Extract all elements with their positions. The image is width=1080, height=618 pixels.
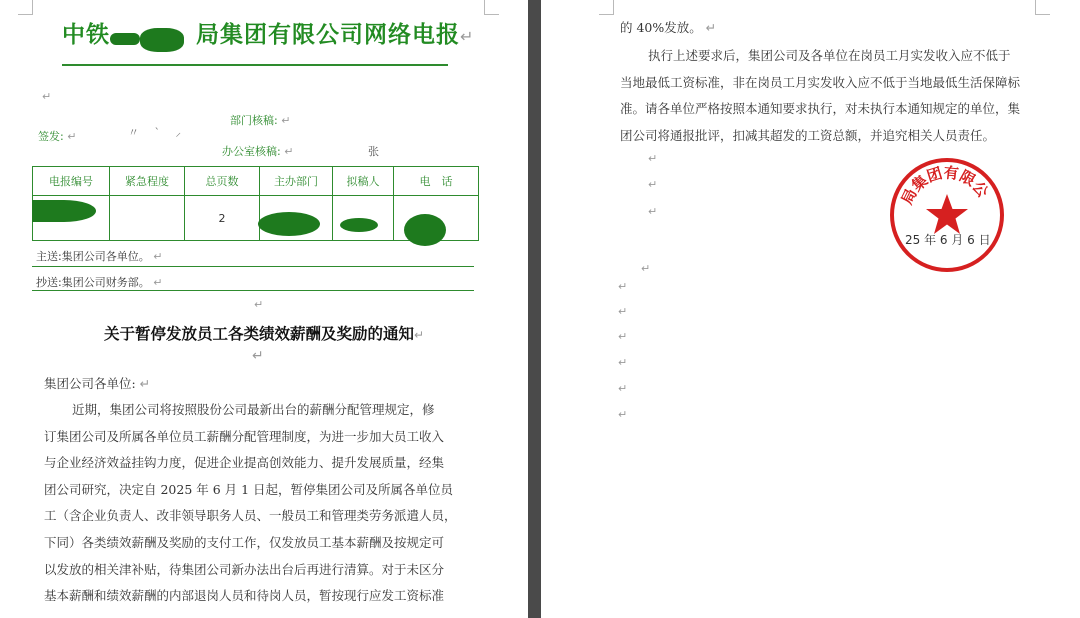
body-line: 执行上述要求后，集团公司及各单位在岗员工月实发收入应不低于 — [648, 48, 1011, 63]
salutation: 集团公司各单位: ↵ — [44, 376, 151, 391]
redaction-blot — [258, 212, 320, 236]
body-line: 近期，集团公司将按照股份公司最新出台的薪酬分配管理规定，修 — [72, 402, 435, 417]
distribution-rule — [32, 266, 474, 267]
table-cell: 2 — [185, 196, 260, 241]
document-page-1: 中铁 局集团有限公司网络电报↵ ↵ 签发: ↵ 〃 ˋ ⸝ 部门核稿: ↵ 办公室核稿: ↵ 张 电报编号 紧急程度 总页数 主办部门 拟稿人 电 话 2 主送:集团公司各单位。 ↵ 抄送:集团公司财务部。 ↵ ↵ 关于暂停发放员工各类绩效薪酬及奖励的通知↵ ↵ 集团公司各单位: ↵ 近期，集团公司将按照股份公司最新出台的薪酬分配管理规定，修 订集团公司及所属各单位员工薪酬分配管理制度，为进一步加大员工收入 与企业经济效益挂钩力度，促进企业提高创效能力、提升发展质量，经集 团公司研究，决定自 2025 年 6 月 1 日起，暂停集团公司及所属各单位员 工（含企业负责人、改非领导职务人员、一般员工和管理类劳务派遣人员， 下同）各类绩效薪酬及奖励的支付工作，仅发放员工基本薪酬及按规定可 以发放的相关津补贴，待集团公司新办法出台后再进行清算。对于未区分 基本薪酬和绩效薪酬的内部退岗人员和待岗人员，暂按现行应发工资标准 — [0, 0, 528, 618]
body-line: 准。请各单位严格按照本通知要求执行，对未执行本通知规定的单位，集 — [620, 101, 1021, 117]
table-header-cell: 电报编号 — [33, 167, 110, 196]
body-line: 当地最低工资标准，非在岗员工月实发收入应不低于当地最低生活保障标 — [620, 74, 1021, 90]
office-review-label: 办公室核稿: ↵ — [222, 145, 294, 158]
signing-date: 25 年 6 月 6 日 — [905, 233, 991, 247]
page-corner-mark — [484, 0, 499, 15]
table-header-cell: 电 话 — [394, 167, 479, 196]
main-send-line: 主送:集团公司各单位。 ↵ — [36, 250, 163, 263]
body-line: 下同）各类绩效薪酬及奖励的支付工作，仅发放员工基本薪酬及按规定可 — [44, 534, 445, 550]
official-seal — [888, 156, 1006, 274]
table-header-cell: 拟稿人 — [333, 167, 394, 196]
seal-star-icon — [926, 194, 968, 234]
body-line: 基本薪酬和绩效薪酬的内部退岗人员和待岗人员，暂按现行应发工资标准 — [44, 588, 445, 604]
page-corner-mark — [599, 0, 614, 15]
body-paragraph-2 — [620, 43, 1038, 149]
document-title: 关于暂停发放员工各类绩效薪酬及奖励的通知↵ — [103, 324, 425, 343]
document-page-2: 的 40%发放。 ↵ 执行上述要求后，集团公司及各单位在岗员工月实发收入应不低于 当地最低工资标准，非在岗员工月实发收入应不低于当地最低生活保障标 准。请各单位严格按照本通知要求执行，对未执行本通知规定的单位，集 团公司将通报批评，扣减其超发的工资总额，并追究相关人员责任。 ↵ ↵ ↵ ↵ ↵ ↵ ↵ ↵ ↵ ↵ 25 年 6 月 6 日 — [541, 0, 1080, 618]
letterhead-rule — [62, 64, 448, 66]
table-header-row — [33, 167, 479, 196]
body-line: 团公司将通报批评，扣减其超发的工资总额，并追究相关人员责任。 — [620, 127, 996, 143]
dept-review-label: 部门核稿: ↵ — [230, 114, 291, 127]
table-header-cell: 总页数 — [185, 167, 260, 196]
distribution-rule — [32, 290, 474, 291]
body-line: 订集团公司及所属各单位员工薪酬分配管理制度，为进一步加大员工收入 — [44, 428, 445, 444]
table-header-cell: 主办部门 — [260, 167, 333, 196]
signature-scribble: 〃 ˋ ⸝ — [128, 126, 187, 139]
redaction-blot — [340, 218, 378, 232]
copy-send-line: 抄送:集团公司财务部。 ↵ — [36, 276, 163, 289]
page-corner-mark — [18, 0, 33, 15]
body-line: 团公司研究，决定自 2025 年 6 月 1 日起，暂停集团公司及所属各单位员 — [44, 481, 454, 497]
letterhead-title: 中铁 局集团有限公司网络电报↵ — [62, 22, 475, 48]
body-line: 工（含企业负责人、改非领导职务人员、一般员工和管理类劳务派遣人员， — [44, 508, 457, 524]
seal-text: 局集团有限公 — [897, 163, 993, 208]
table-header-cell: 紧急程度 — [110, 167, 185, 196]
redaction-blot — [404, 214, 446, 246]
page-gap — [528, 0, 541, 618]
body-paragraph-1 — [44, 397, 462, 610]
continued-line: 的 40%发放。 ↵ — [620, 20, 717, 35]
page-corner-mark — [1035, 0, 1050, 15]
table-cell — [110, 196, 185, 241]
redaction-blot — [32, 200, 96, 222]
redaction-blot — [140, 28, 184, 52]
signer-label: 签发: ↵ — [38, 130, 77, 143]
office-review-value: 张 — [368, 145, 379, 158]
body-line: 与企业经济效益挂钩力度，促进企业提高创效能力、提升发展质量，经集 — [44, 455, 445, 471]
body-line: 以发放的相关津补贴，待集团公司新办法出台后再进行清算。对于未区分 — [44, 561, 445, 577]
redaction-blot — [110, 33, 140, 45]
